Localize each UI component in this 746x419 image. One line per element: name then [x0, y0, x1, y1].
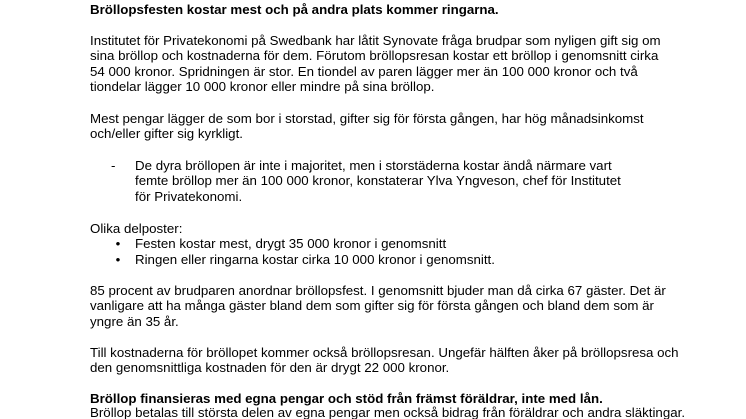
intro-line: 54 000 kronor. Spridningen är stor. En tiondel av paren lägger mer än 100 000 kronor och två [90, 63, 638, 79]
article-heading [90, 2, 730, 17]
bullet-text: Festen kostar mest, drygt 35 000 kronor i genomsnitt [135, 236, 447, 251]
guests-paragraph [90, 283, 730, 329]
paragraph-line: Bröllop betalas till största delen av egna pengar men också bidrag från föräldrar och andra släktingar. [90, 405, 686, 419]
items-label [90, 221, 730, 236]
paragraph-line: 85 procent av brudparen anordnar bröllopsfest. I genomsnitt bjuder man då cirka 67 gäster. Det är [90, 283, 666, 298]
quote-text [135, 158, 621, 204]
quote-line: De dyra bröllopen är inte i majoritet, men i storstäderna kostar ändå närmare vart [135, 158, 612, 173]
quote-line: femte bröllop mer än 100 000 kronor, konstaterar Ylva Yngveson, chef för Institutet [135, 173, 621, 189]
paragraph-line: Mest pengar lägger de som bor i storstad, gifter sig för första gången, har hög månadsinkomst [90, 111, 644, 126]
intro-line: Institutet för Privatekonomi på Swedbank har låtit Synovate fråga brudpar som nyligen gift sig om [90, 33, 661, 48]
intro-line: tiondelar lägger 10 000 kronor eller mindre på sina bröllop. [90, 79, 435, 95]
quote-line: för Privatekonomi. [135, 188, 243, 204]
paragraph-line: den genomsnittliga kostnaden för den är drygt 22 000 kronor. [90, 360, 450, 376]
bullet-icon: • [115, 252, 121, 267]
intro-paragraph [90, 33, 730, 95]
honeymoon-paragraph [90, 345, 730, 376]
financing-paragraph-cut [90, 405, 730, 419]
paragraph-line: vanligare att ha många gäster bland dem som gifter sig för första gången och bland dem som är [90, 298, 654, 314]
intro-line: sina bröllop och kostnaderna för dem. Förutom bröllopsresan kostar ett bröllop i genomsnitt cirka [90, 48, 659, 64]
subheading-text: Bröllop finansieras med egna pengar och stöd från främst föräldrar, inte med lån. [90, 391, 603, 406]
bullet-icon: • [115, 236, 121, 251]
bullet-text: Ringen eller ringarna kostar cirka 10 000 kronor i genomsnitt. [135, 252, 495, 267]
dash-marker: - [111, 158, 116, 173]
paragraph-line: och/eller gifter sig kyrkligt. [90, 126, 243, 142]
items-label-text: Olika delposter: [90, 221, 183, 236]
demographics-paragraph [90, 111, 730, 142]
paragraph-line: Till kostnaderna för bröllopet kommer också bröllopsresan. Ungefär hälften åker på bröllopsresa och [90, 345, 679, 360]
heading-text: Bröllopsfesten kostar mest och på andra plats kommer ringarna. [90, 2, 499, 17]
paragraph-line: yngre än 35 år. [90, 313, 179, 329]
